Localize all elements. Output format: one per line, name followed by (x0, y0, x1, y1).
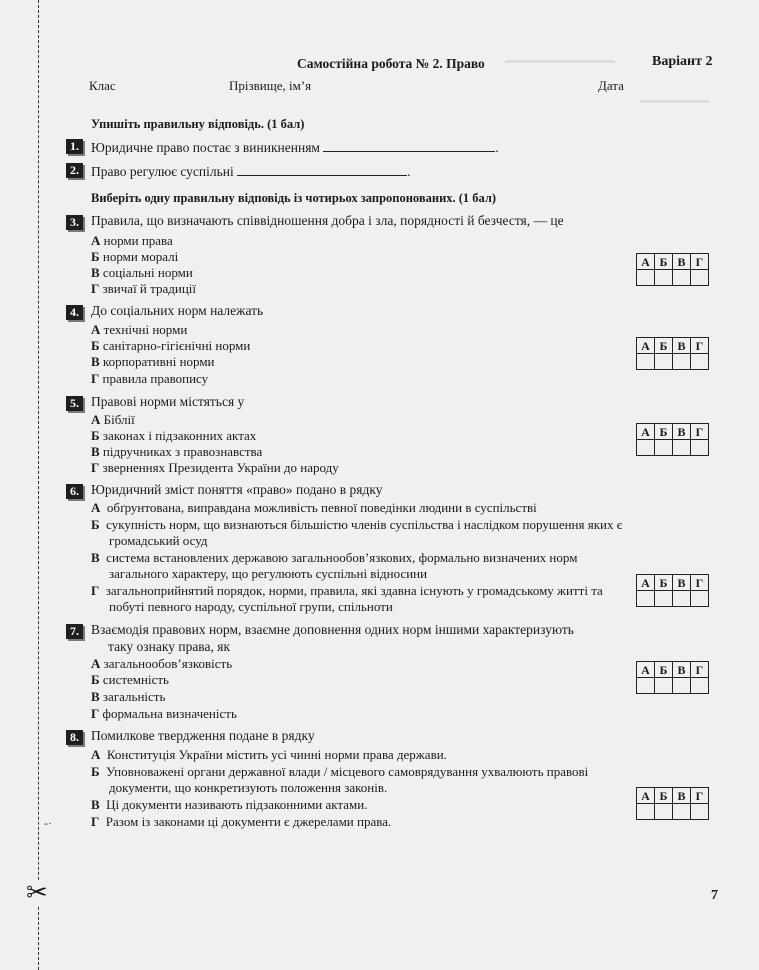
answer-cell-b[interactable] (655, 354, 673, 370)
instruction-choose-one: Виберіть одну правильну відповідь із чотирьох запропонованих. (1 бал) (91, 191, 497, 205)
option-a[interactable]: А норми права (91, 233, 173, 248)
grid-header-a: А (637, 338, 655, 354)
option-d-continued: побуті певного народу, суспільної групи, спільноти (109, 599, 393, 614)
question-1-text: Юридичне право постає з виникненням (91, 140, 320, 155)
answer-cell-d[interactable] (691, 270, 709, 286)
cut-line (38, 0, 39, 970)
question-number: 5. (66, 396, 83, 411)
scissors-icon: ✂ (26, 878, 48, 908)
grid-header-c: В (673, 788, 691, 804)
answer-blank-2[interactable] (237, 163, 407, 176)
option-b[interactable]: Б законах і підзаконних актах (91, 428, 257, 443)
question-5-text: Правові норми містяться у (91, 394, 245, 409)
option-a[interactable]: А Конституція України містить усі чинні норми права держави. (91, 747, 447, 762)
answer-cell-d[interactable] (691, 440, 709, 456)
answer-cell-c[interactable] (673, 591, 691, 607)
answer-cell-c[interactable] (673, 270, 691, 286)
answer-grid (636, 661, 709, 694)
option-b-continued: документи, що конкретизують положення законів. (109, 780, 388, 795)
page-number: 7 (711, 888, 718, 903)
option-c[interactable]: В Ці документи називають підзаконними актами. (91, 797, 368, 812)
class-label: Клас (89, 78, 116, 93)
grid-header-b: Б (655, 254, 673, 270)
question-number: 8. (66, 730, 83, 745)
grid-header-c: В (673, 424, 691, 440)
question-2-text: Право регулює суспільні (91, 164, 234, 179)
option-c[interactable]: В корпоративні норми (91, 354, 215, 369)
answer-cell-c[interactable] (673, 804, 691, 820)
question-3-text: Правила, що визначають співвідношення добра і зла, порядності й безчестя, — це (91, 213, 564, 228)
grid-header-c: В (673, 254, 691, 270)
answer-cell-d[interactable] (691, 591, 709, 607)
answer-grid (636, 337, 709, 370)
answer-cell-a[interactable] (637, 270, 655, 286)
grid-header-c: В (673, 662, 691, 678)
grid-header-d: Г (691, 254, 709, 270)
grid-header-d: Г (691, 338, 709, 354)
grid-header-a: А (637, 575, 655, 591)
option-c[interactable]: В підручниках з правознавства (91, 444, 263, 459)
question-2 (91, 163, 410, 180)
question-number: 3. (66, 215, 83, 230)
grid-header-d: Г (691, 662, 709, 678)
option-b[interactable]: Б норми моралі (91, 249, 179, 264)
answer-cell-b[interactable] (655, 440, 673, 456)
option-d[interactable]: Г звичаї й традиції (91, 281, 197, 296)
grid-header-b: Б (655, 338, 673, 354)
option-d[interactable]: Г зверненнях Президента України до народу (91, 460, 339, 475)
answer-cell-d[interactable] (691, 804, 709, 820)
grid-header-a: А (637, 662, 655, 678)
grid-header-c: В (673, 338, 691, 354)
date-label: Дата (598, 78, 624, 93)
grid-header-b: Б (655, 662, 673, 678)
answer-cell-a[interactable] (637, 440, 655, 456)
question-number: 1. (66, 139, 83, 154)
answer-cell-a[interactable] (637, 591, 655, 607)
option-c[interactable]: В соціальні норми (91, 265, 193, 280)
option-a[interactable]: А Біблії (91, 412, 135, 427)
answer-cell-c[interactable] (673, 440, 691, 456)
option-c[interactable]: В система встановлених державою загальнообов’язкових, формально визначених норм (91, 550, 578, 565)
question-1 (91, 139, 499, 156)
question-number: 6. (66, 484, 83, 499)
answer-grid (636, 574, 709, 607)
grid-header-c: В (673, 575, 691, 591)
name-label: Прізвище, ім’я (229, 78, 312, 93)
answer-cell-b[interactable] (655, 678, 673, 694)
bleed-through (640, 100, 710, 103)
answer-cell-d[interactable] (691, 354, 709, 370)
question-number: 2. (66, 163, 83, 178)
question-number: 7. (66, 624, 83, 639)
grid-header-d: Г (691, 424, 709, 440)
worksheet-title: Самостійна робота № 2. Право (297, 56, 485, 71)
answer-cell-d[interactable] (691, 678, 709, 694)
question-2-end: . (407, 164, 411, 179)
answer-cell-b[interactable] (655, 804, 673, 820)
answer-cell-c[interactable] (673, 678, 691, 694)
grid-header-b: Б (655, 788, 673, 804)
option-b[interactable]: Б сукупність норм, що визнаються більшістю членів суспільства і наслідком порушення яких є (91, 517, 623, 532)
answer-grid (636, 253, 709, 286)
option-d[interactable]: Г формальна визначеність (91, 706, 237, 721)
grid-header-a: А (637, 254, 655, 270)
grid-header-a: А (637, 788, 655, 804)
question-6-text: Юридичний зміст поняття «право» подано в рядку (91, 482, 383, 497)
option-a[interactable]: А загальнообов’язковість (91, 656, 233, 671)
option-c-continued: загального характеру, що регулюють суспільні відносини (109, 566, 428, 581)
grid-header-b: Б (655, 575, 673, 591)
question-4-text: До соціальних норм належать (91, 303, 264, 318)
answer-cell-c[interactable] (673, 354, 691, 370)
instruction-fill-in: Упишіть правильну відповідь. (1 бал) (91, 117, 305, 131)
answer-grid (636, 423, 709, 456)
grid-header-a: А (637, 424, 655, 440)
question-1-end: . (495, 140, 499, 155)
answer-cell-b[interactable] (655, 270, 673, 286)
answer-cell-a[interactable] (637, 354, 655, 370)
question-7-text: Взаємодія правових норм, взаємне доповнення одних норм іншими характеризують (91, 622, 574, 637)
grid-header-b: Б (655, 424, 673, 440)
answer-cell-a[interactable] (637, 678, 655, 694)
answer-cell-a[interactable] (637, 804, 655, 820)
grid-header-d: Г (691, 575, 709, 591)
option-b[interactable]: Б системність (91, 672, 169, 687)
bleed-through (505, 60, 615, 63)
answer-blank-1[interactable] (323, 139, 495, 152)
grid-header-d: Г (691, 788, 709, 804)
answer-cell-b[interactable] (655, 591, 673, 607)
question-number: 4. (66, 305, 83, 320)
option-b[interactable]: Б санітарно-гігієнічні норми (91, 338, 251, 353)
option-b-continued: громадський осуд (109, 533, 208, 548)
question-7-text-continued: таку ознаку права, як (108, 639, 231, 654)
variant-label: Варіант 2 (652, 54, 713, 69)
answer-grid (636, 787, 709, 820)
option-b[interactable]: Б Уповноважені органи державної влади / місцевого самоврядування ухвалюють правові (91, 764, 589, 779)
option-d[interactable]: Г Разом із законами ці документи є джерелами права. (91, 814, 392, 829)
option-a[interactable]: А обґрунтована, виправдана можливість певної поведінки людини в суспільстві (91, 500, 537, 515)
question-8-text: Помилкове твердження подане в рядку (91, 728, 315, 743)
option-d[interactable]: Г правила правопису (91, 371, 209, 386)
margin-mark: -· (44, 816, 52, 830)
option-c[interactable]: В загальність (91, 689, 166, 704)
option-a[interactable]: А технічні норми (91, 322, 188, 337)
option-d[interactable]: Г загальноприйнятий порядок, норми, правила, які здавна існують у громадському житті та (91, 583, 603, 598)
